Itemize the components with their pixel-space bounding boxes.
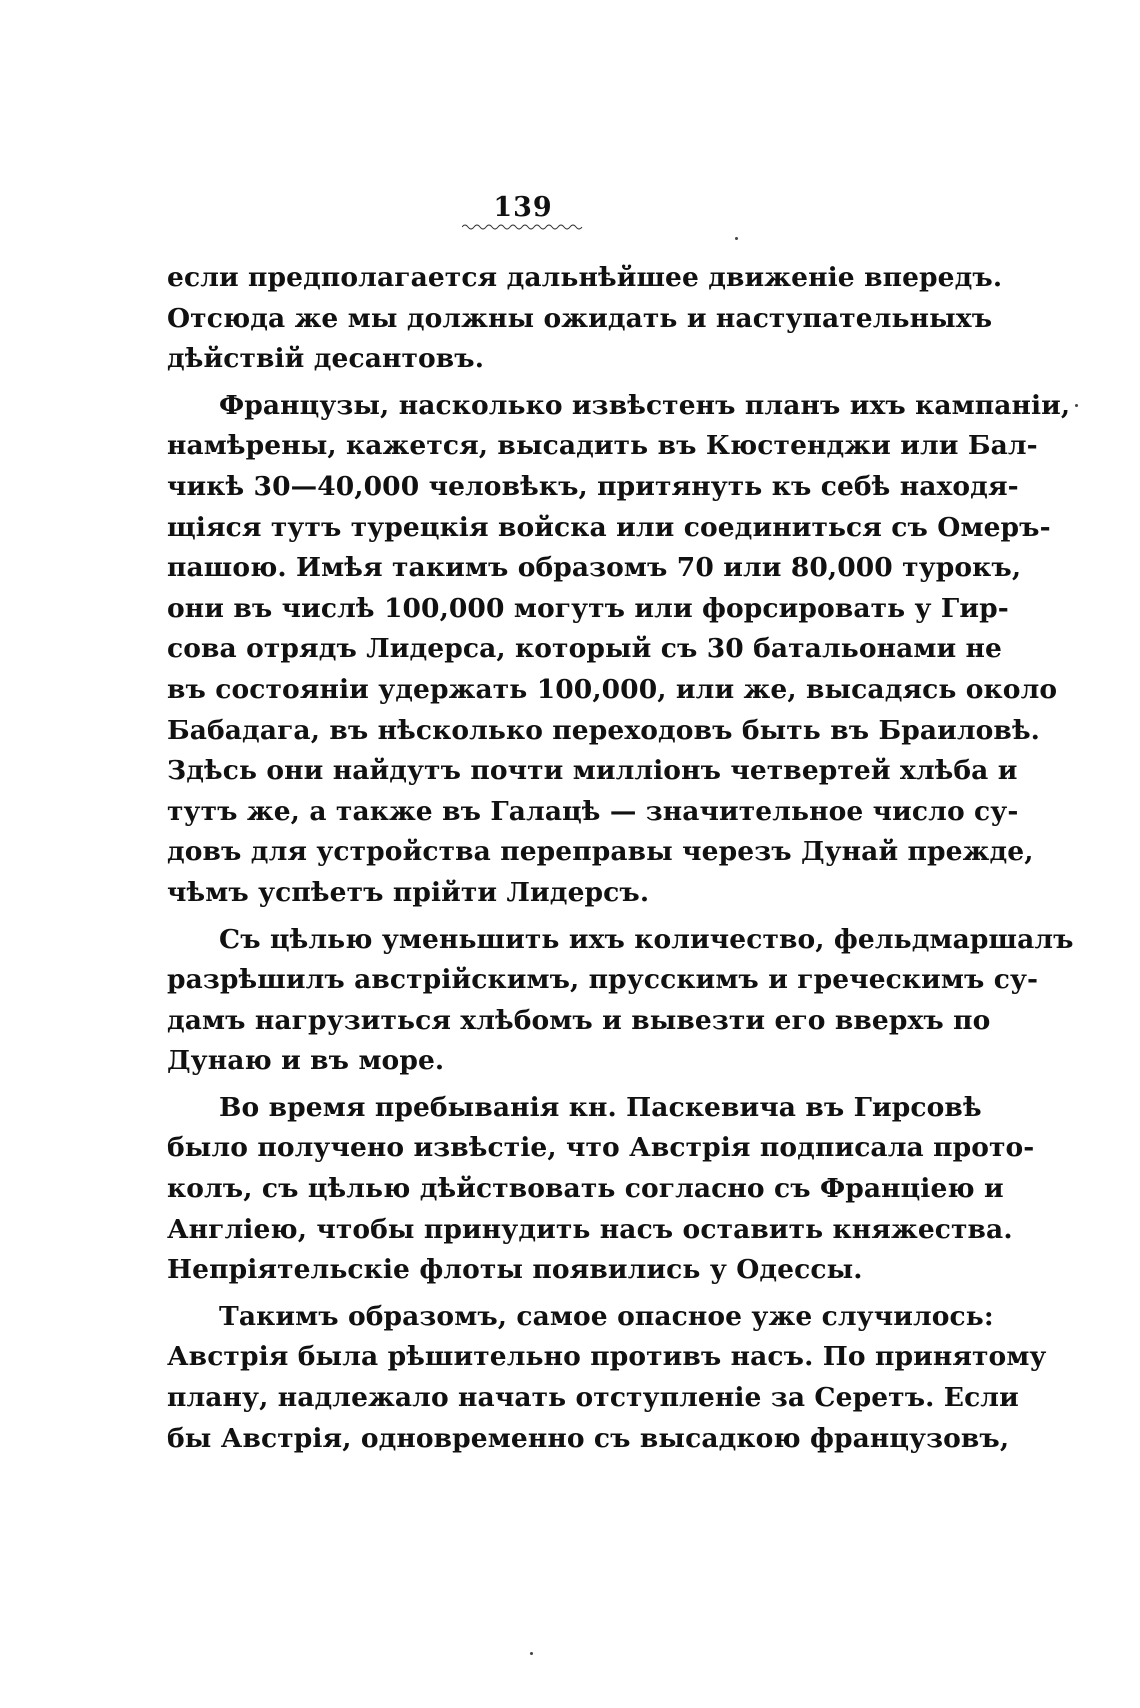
text-line: плану, надлежало начать отступленіе за Серетъ. Если bbox=[167, 1382, 1019, 1414]
paragraph bbox=[167, 258, 1003, 380]
paragraph bbox=[167, 386, 1071, 914]
text-line: въ состояніи удержать 100,000, или же, высадясь около bbox=[167, 673, 1058, 705]
text-line: Во время пребыванія кн. Паскевича въ Гирсовѣ bbox=[219, 1091, 982, 1123]
text-line: Французы, насколько извѣстенъ планъ ихъ кампаніи, bbox=[219, 389, 1071, 421]
text-line: Отсюда же мы должны ожидать и наступательныхъ bbox=[167, 302, 993, 334]
text-line: было получено извѣстіе, что Австрія подписала прото- bbox=[167, 1132, 1035, 1164]
text-line: чѣмъ успѣетъ прійти Лидерсъ. bbox=[167, 876, 650, 908]
text-line: дамъ нагрузиться хлѣбомъ и вывезти его вверхъ по bbox=[167, 1004, 991, 1036]
paragraph bbox=[167, 920, 1074, 1082]
text-line: колъ, съ цѣлью дѣйствовать согласно съ Франціею и bbox=[167, 1173, 1004, 1205]
text-line: Англіею, чтобы принудить насъ оставить княжества. bbox=[167, 1213, 1013, 1245]
text-line: довъ для устройства переправы черезъ Дунай прежде, bbox=[167, 836, 1034, 868]
text-line: Дунаю и въ море. bbox=[167, 1045, 445, 1077]
margin-speck bbox=[1075, 404, 1078, 407]
body-text bbox=[167, 258, 1074, 1459]
page-number-ornament bbox=[462, 222, 587, 232]
paragraph bbox=[167, 1297, 1047, 1459]
text-line: сова отрядъ Лидерса, который съ 30 батальонами не bbox=[167, 633, 1003, 665]
text-line: чикѣ 30—40,000 человѣкъ, притянуть къ себѣ находя- bbox=[167, 470, 1019, 502]
text-line: Бабадага, въ нѣсколько переходовъ быть въ Браиловѣ. bbox=[167, 714, 1041, 746]
text-line: дѣйствій десантовъ. bbox=[167, 343, 485, 375]
text-line: щіяся тутъ турецкія войска или соединиться съ Омеръ- bbox=[167, 511, 1051, 543]
text-line: Здѣсь они найдутъ почти милліонъ четвертей хлѣба и bbox=[167, 755, 1018, 787]
text-line: они въ числѣ 100,000 могутъ или форсировать у Гир- bbox=[167, 592, 1009, 624]
page-number: 139 bbox=[493, 192, 553, 223]
text-line: Съ цѣлью уменьшить ихъ количество, фельдмаршалъ bbox=[219, 923, 1074, 955]
text-line: намѣрены, кажется, высадить въ Кюстенджи или Бал- bbox=[167, 430, 1038, 462]
text-line: бы Австрія, одновременно съ высадкою французовъ, bbox=[167, 1422, 1010, 1454]
text-line: пашою. Имѣя такимъ образомъ 70 или 80,000 турокъ, bbox=[167, 552, 1022, 584]
text-line: разрѣшилъ австрійскимъ, прусскимъ и греческимъ су- bbox=[167, 964, 1039, 996]
text-line: Такимъ образомъ, самое опасное уже случилось: bbox=[219, 1300, 994, 1332]
text-line: если предполагается дальнѣйшее движеніе впередъ. bbox=[167, 262, 1003, 293]
paragraph bbox=[167, 1088, 1035, 1291]
text-line: Австрія была рѣшительно противъ насъ. По принятому bbox=[167, 1341, 1047, 1373]
text-line: тутъ же, а также въ Галацѣ — значительное число су- bbox=[167, 795, 1019, 827]
margin-speck bbox=[735, 237, 738, 240]
text-line: Непріятельскіе флоты появились у Одессы. bbox=[167, 1254, 863, 1286]
margin-speck bbox=[530, 1652, 533, 1655]
